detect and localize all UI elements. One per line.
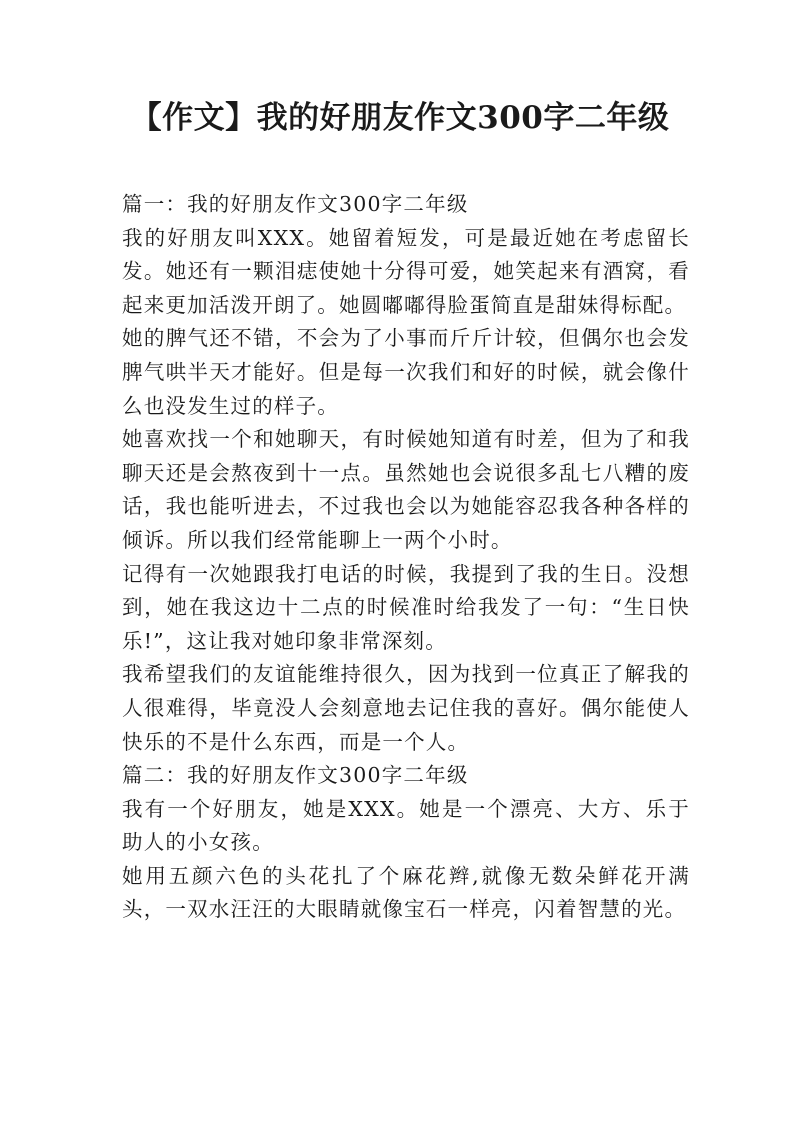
- section-heading-2: 篇二：我的好朋友作文300字二年级: [122, 763, 469, 788]
- paragraph: 我希望我们的友谊能维持很久，因为找到一位真正了解我的人很难得，毕竟没人会刻意地去记住我的喜好。偶尔能使人快乐的不是什么东西，而是一个人。: [122, 662, 690, 754]
- paragraph: 记得有一次她跟我打电话的时候，我提到了我的生日。没想到，她在我这边十二点的时候准时给我发了一句：“生日快乐!”，这让我对她印象非常深刻。: [122, 561, 690, 653]
- section-heading-1: 篇一：我的好朋友作文300字二年级: [122, 192, 469, 216]
- paragraph: 她喜欢找一个和她聊天，有时候她知道有时差，但为了和我聊天还是会熬夜到十一点。虽然她也会说很多乱七八糟的废话，我也能听进去，不过我也会以为她能容忍我各种各样的倾诉。所以我们经常能聊上一两个小时。: [122, 427, 690, 552]
- document-title: 【作文】我的好朋友作文300字二年级: [130, 100, 670, 136]
- paragraph: 我的好朋友叫XXX。她留着短发，可是最近她在考虑留长发。她还有一颗泪痣使她十分得可爱，她笑起来有酒窝，看起来更加活泼开朗了。她圆嘟嘟得脸蛋简直是甜妹得标配。: [122, 225, 690, 317]
- paragraph: 她的脾气还不错，不会为了小事而斤斤计较，但偶尔也会发脾气哄半天才能好。但是每一次我们和好的时候，就会像什么也没发生过的样子。: [122, 326, 690, 418]
- paragraph: 我有一个好朋友，她是XXX。她是一个漂亮、大方、乐于助人的小女孩。: [122, 796, 690, 855]
- paragraph: 她用五颜六色的头花扎了个麻花辫,就像无数朵鲜花开满头，一双水汪汪的大眼睛就像宝石一样亮，闪着智慧的光。: [122, 863, 690, 922]
- document-body: [122, 188, 690, 927]
